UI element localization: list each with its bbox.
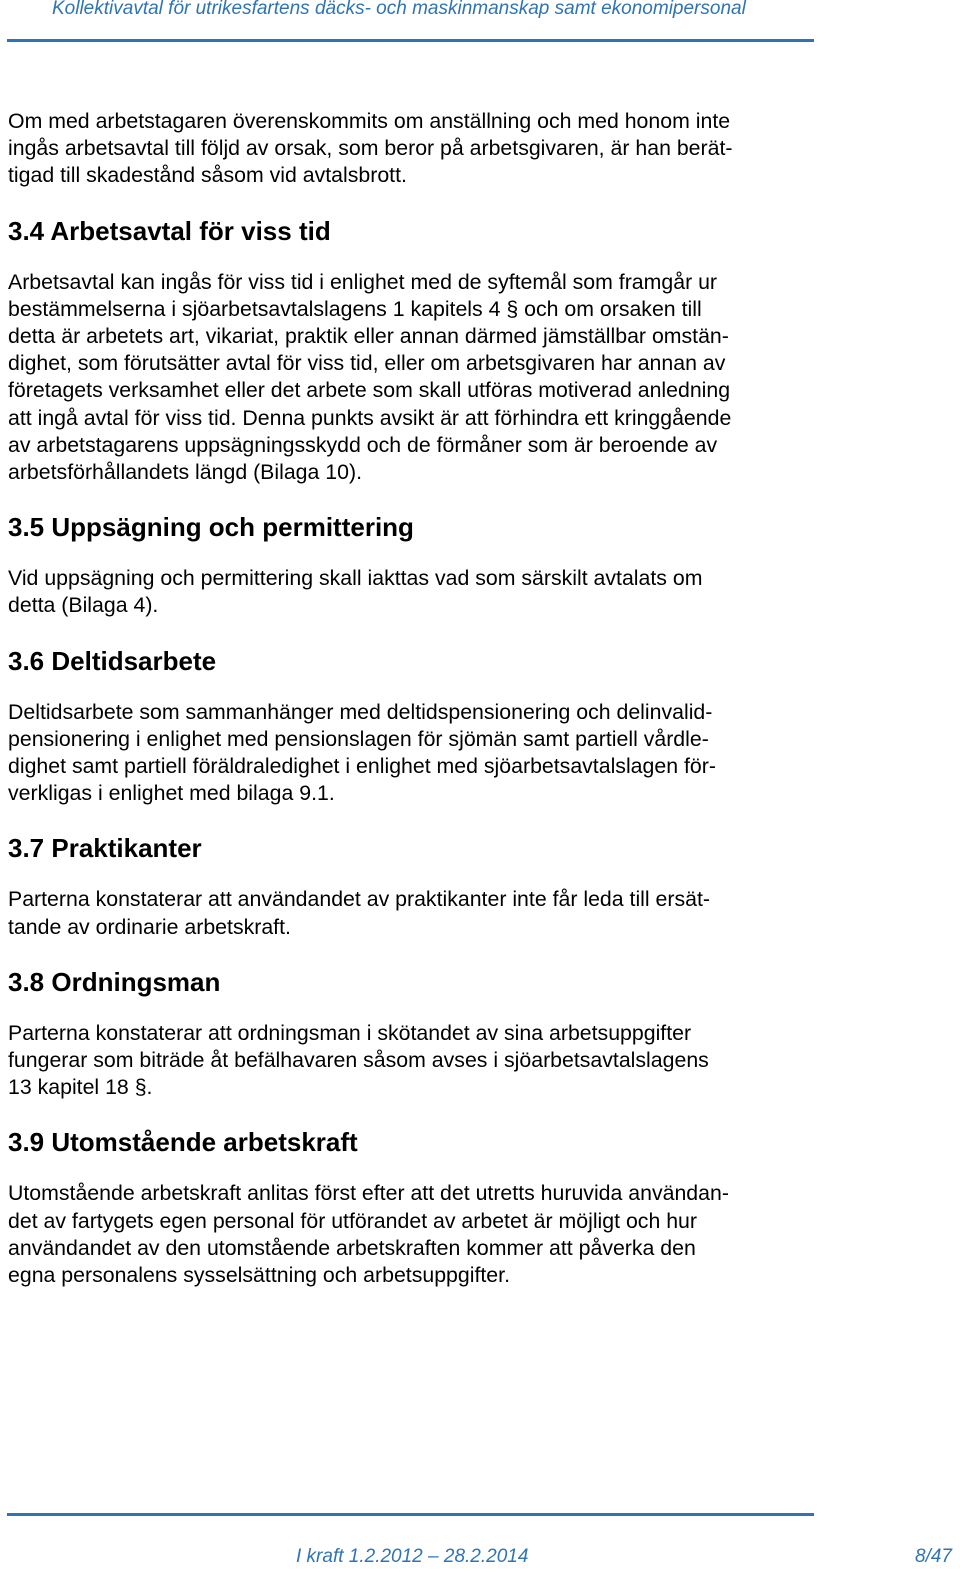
section-text-3-6: Deltidsarbete som sammanhänger med deltidspensionering och delinvalid- pensionering i enlighet med pensionslagen för sjömän samt partiell vårdle- dighet samt partiell föräldraledighet i enlighet med sjöarbetsavtalslagen för- verkligas i enlighet med bilaga 9.1. <box>8 699 716 806</box>
footer-rule <box>7 1513 814 1516</box>
section-heading-3-7: 3.7 Praktikanter <box>8 833 202 864</box>
section-text-3-9: Utomstående arbetskraft anlitas först efter att det utretts huruvida användan- det av fartygets egen personal för utförandet av arbetet är möjligt och hur användandet av den utomstående arbetskraften kommer att påverka den egna personalens sysselsättning och arbetsuppgifter. <box>8 1181 729 1288</box>
section-heading-3-8: 3.8 Ordningsman <box>8 966 221 997</box>
section-heading-3-4: 3.4 Arbetsavtal för viss tid <box>8 215 331 246</box>
page-number: 8/47 <box>915 1546 952 1567</box>
section-text-3-8: Parterna konstaterar att ordningsman i skötandet av sina arbetsuppgifter fungerar som biträde åt befälhavaren såsom avses i sjöarbetsavtalslagens 13 kapitel 18 §. <box>8 1020 709 1100</box>
footer-validity: I kraft 1.2.2012 – 28.2.2014 <box>296 1546 529 1567</box>
section-text-3-5: Vid uppsägning och permittering skall iakttas vad som särskilt avtalats om detta (Bilaga 4). <box>8 566 703 618</box>
running-header: Kollektivavtal för utrikesfartens däcks- och maskinmanskap samt ekonomipersonal <box>52 0 746 19</box>
section-heading-3-9: 3.9 Utomstående arbetskraft <box>8 1127 358 1158</box>
section-text-3-7: Parterna konstaterar att användandet av praktikanter inte får leda till ersät- tande av ordinarie arbetskraft. <box>8 887 710 939</box>
intro-paragraph: Om med arbetstagaren överenskommits om anställning och med honom inte ingås arbetsavtal till följd av orsak, som beror på arbetsgivaren, är han berät- tigad till skadestånd såsom vid avtalsbrott. <box>8 109 733 188</box>
section-heading-3-6: 3.6 Deltidsarbete <box>8 645 217 676</box>
section-text-3-4: Arbetsavtal kan ingås för viss tid i enlighet med de syftemål som framgår ur bestämmelserna i sjöarbetsavtalslagens 1 kapitels 4 § och om orsaken till detta är arbetets art, vikariat, praktik eller annan därmed jämställbar omstän- dighet, som förutsätter avtal för viss tid, eller om arbetsgivaren har annan av företagets verksamhet eller det arbete som skall utföras motiverad anledning att ingå avtal för viss tid. Denna punkts avsikt är att förhindra ett kringgående av arbetstagarens uppsägningsskydd och de förmåner som är beroende av arbetsförhållandets längd (Bilaga 10). <box>8 269 732 485</box>
header-rule <box>7 39 814 42</box>
document-body <box>8 108 818 1289</box>
section-heading-3-5: 3.5 Uppsägning och permittering <box>8 512 414 543</box>
